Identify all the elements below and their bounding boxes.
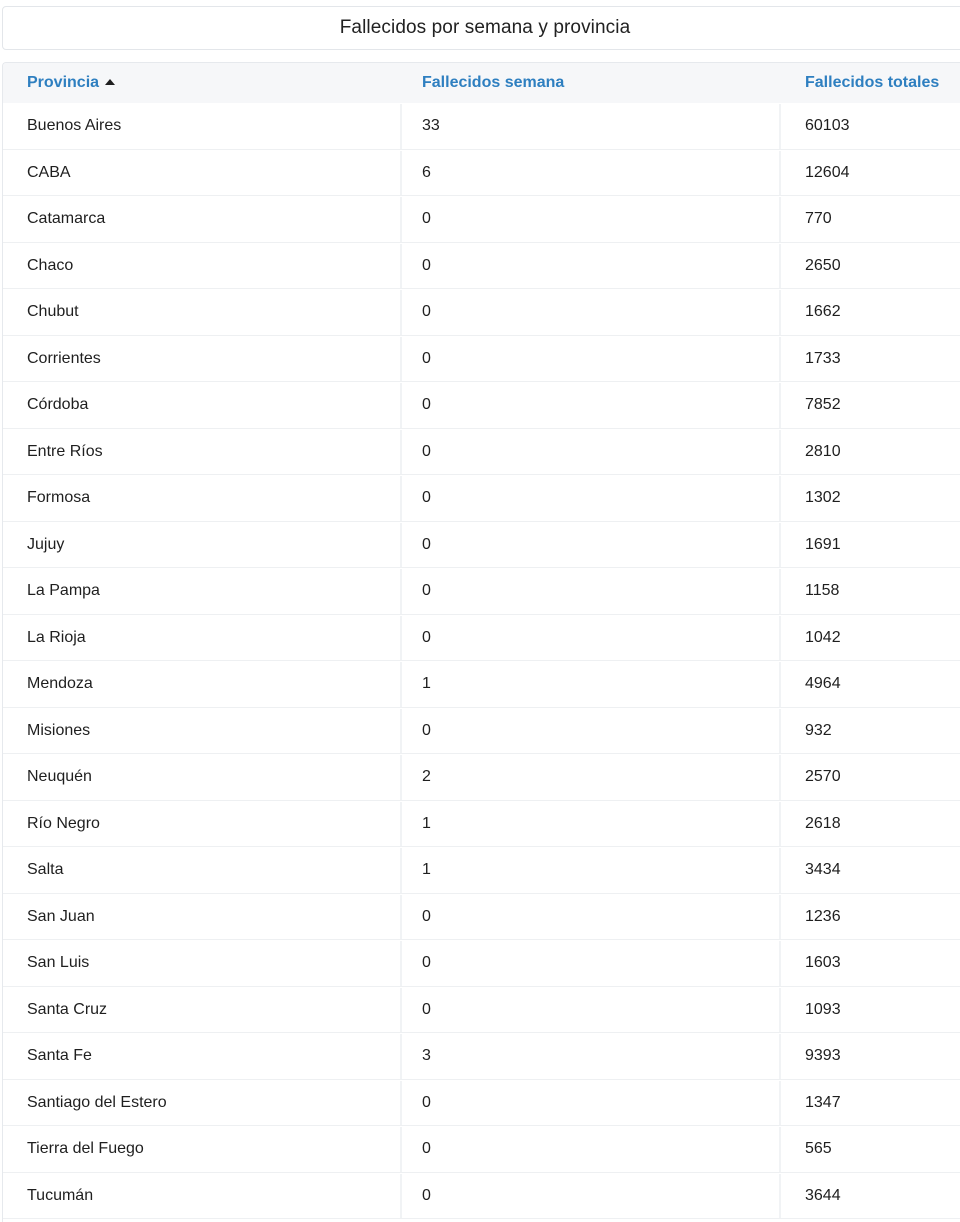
table-row bbox=[3, 289, 960, 336]
cell-provincia: Buenos Aires bbox=[3, 104, 402, 149]
table-row bbox=[3, 801, 960, 848]
cell-fallecidos-semana: 0 bbox=[402, 1174, 781, 1219]
cell-provincia: Santa Cruz bbox=[3, 988, 402, 1033]
cell-fallecidos-totales: 1603 bbox=[805, 954, 841, 972]
table-row bbox=[3, 1173, 960, 1220]
cell-provincia: CABA bbox=[3, 151, 402, 196]
cell-fallecidos-semana: 0 bbox=[402, 244, 781, 289]
cell-fallecidos-totales: 1733 bbox=[805, 349, 841, 367]
table-row bbox=[3, 1033, 960, 1080]
cell-provincia: Chubut bbox=[3, 290, 402, 335]
cell-provincia: La Rioja bbox=[3, 616, 402, 661]
cell-provincia: Misiones bbox=[3, 709, 402, 754]
cell-provincia: San Luis bbox=[3, 941, 402, 986]
cell-fallecidos-totales: 3434 bbox=[805, 861, 841, 879]
cell-fallecidos-semana: 2 bbox=[402, 755, 781, 800]
cell-fallecidos-totales: 1093 bbox=[805, 1000, 841, 1018]
table-row bbox=[3, 150, 960, 197]
sort-ascending-icon[interactable] bbox=[105, 79, 115, 85]
column-header-provincia[interactable] bbox=[3, 63, 402, 103]
cell-fallecidos-semana: 0 bbox=[402, 1127, 781, 1172]
cell-fallecidos-totales: 1347 bbox=[805, 1093, 841, 1111]
table-row bbox=[3, 615, 960, 662]
cell-fallecidos-totales: 1302 bbox=[805, 489, 841, 507]
cell-fallecidos-semana: 0 bbox=[402, 476, 781, 521]
cell-provincia: Catamarca bbox=[3, 197, 402, 242]
cell-fallecidos-semana: 0 bbox=[402, 523, 781, 568]
cell-provincia: Corrientes bbox=[3, 337, 402, 382]
cell-fallecidos-semana: 1 bbox=[402, 662, 781, 707]
column-header-provincia-label: Provincia bbox=[27, 74, 100, 91]
cell-provincia: Formosa bbox=[3, 476, 402, 521]
column-header-fallecidos-totales-label: Fallecidos totales bbox=[805, 74, 940, 91]
table-row bbox=[3, 336, 960, 383]
table-row bbox=[3, 754, 960, 801]
cell-fallecidos-totales: 1691 bbox=[805, 535, 841, 553]
table-title: Fallecidos por semana y provincia bbox=[339, 17, 631, 38]
cell-fallecidos-semana: 3 bbox=[402, 1034, 781, 1079]
cell-fallecidos-semana: 0 bbox=[402, 1081, 781, 1126]
cell-provincia: Mendoza bbox=[3, 662, 402, 707]
cell-fallecidos-semana: 0 bbox=[402, 709, 781, 754]
cell-fallecidos-totales: 60103 bbox=[805, 117, 850, 135]
cell-fallecidos-totales: 1662 bbox=[805, 303, 841, 321]
cell-fallecidos-totales: 3644 bbox=[805, 1186, 841, 1204]
cell-fallecidos-totales: 932 bbox=[805, 721, 832, 739]
cell-fallecidos-totales: 7852 bbox=[805, 396, 841, 414]
cell-fallecidos-semana: 6 bbox=[402, 151, 781, 196]
cell-fallecidos-semana: 1 bbox=[402, 848, 781, 893]
table-row bbox=[3, 429, 960, 476]
table-row bbox=[3, 568, 960, 615]
cell-fallecidos-totales: 2810 bbox=[805, 442, 841, 460]
cell-provincia: Chaco bbox=[3, 244, 402, 289]
table-row bbox=[3, 987, 960, 1034]
column-header-fallecidos-semana[interactable] bbox=[402, 63, 781, 103]
table-row bbox=[3, 940, 960, 987]
table-header-row bbox=[3, 63, 960, 103]
cell-fallecidos-totales: 2570 bbox=[805, 768, 841, 786]
cell-fallecidos-semana: 0 bbox=[402, 988, 781, 1033]
table-row bbox=[3, 475, 960, 522]
table-row bbox=[3, 1126, 960, 1173]
cell-provincia: Córdoba bbox=[3, 383, 402, 428]
cell-provincia: Santa Fe bbox=[3, 1034, 402, 1079]
cell-fallecidos-semana: 0 bbox=[402, 569, 781, 614]
table-row bbox=[3, 196, 960, 243]
title-bar bbox=[2, 6, 960, 50]
table-row bbox=[3, 847, 960, 894]
cell-fallecidos-totales: 1158 bbox=[805, 582, 840, 600]
column-header-fallecidos-totales[interactable] bbox=[781, 63, 960, 103]
table-row bbox=[3, 522, 960, 569]
cell-fallecidos-semana: 0 bbox=[402, 430, 781, 475]
cell-provincia: Neuquén bbox=[3, 755, 402, 800]
cell-provincia: Salta bbox=[3, 848, 402, 893]
cell-fallecidos-semana: 33 bbox=[402, 104, 781, 149]
cell-fallecidos-totales: 9393 bbox=[805, 1047, 841, 1065]
cell-fallecidos-semana: 0 bbox=[402, 895, 781, 940]
cell-provincia: Río Negro bbox=[3, 802, 402, 847]
table-row bbox=[3, 103, 960, 150]
cell-provincia: Tierra del Fuego bbox=[3, 1127, 402, 1172]
cell-provincia: La Pampa bbox=[3, 569, 402, 614]
table-body bbox=[3, 103, 960, 1219]
table-row bbox=[3, 1080, 960, 1127]
cell-provincia: Jujuy bbox=[3, 523, 402, 568]
cell-fallecidos-semana: 0 bbox=[402, 941, 781, 986]
data-table bbox=[2, 62, 960, 1222]
cell-fallecidos-totales: 12604 bbox=[805, 163, 850, 181]
column-header-fallecidos-semana-label: Fallecidos semana bbox=[422, 74, 565, 91]
table-row bbox=[3, 708, 960, 755]
cell-fallecidos-totales: 1042 bbox=[805, 628, 841, 646]
cell-provincia: Santiago del Estero bbox=[3, 1081, 402, 1126]
table-row bbox=[3, 243, 960, 290]
cell-fallecidos-totales: 4964 bbox=[805, 675, 841, 693]
cell-fallecidos-semana: 0 bbox=[402, 337, 781, 382]
cell-fallecidos-semana: 0 bbox=[402, 290, 781, 335]
cell-provincia: Tucumán bbox=[3, 1174, 402, 1219]
table-row bbox=[3, 894, 960, 941]
cell-fallecidos-totales: 2650 bbox=[805, 256, 841, 274]
cell-fallecidos-semana: 0 bbox=[402, 616, 781, 661]
cell-fallecidos-totales: 1236 bbox=[805, 907, 841, 925]
cell-fallecidos-totales: 770 bbox=[805, 210, 832, 228]
cell-fallecidos-semana: 0 bbox=[402, 197, 781, 242]
cell-fallecidos-totales: 2618 bbox=[805, 814, 841, 832]
table-row bbox=[3, 661, 960, 708]
cell-provincia: San Juan bbox=[3, 895, 402, 940]
table-row bbox=[3, 382, 960, 429]
cell-fallecidos-semana: 1 bbox=[402, 802, 781, 847]
cell-fallecidos-semana: 0 bbox=[402, 383, 781, 428]
cell-provincia: Entre Ríos bbox=[3, 430, 402, 475]
cell-fallecidos-totales: 565 bbox=[805, 1140, 832, 1158]
